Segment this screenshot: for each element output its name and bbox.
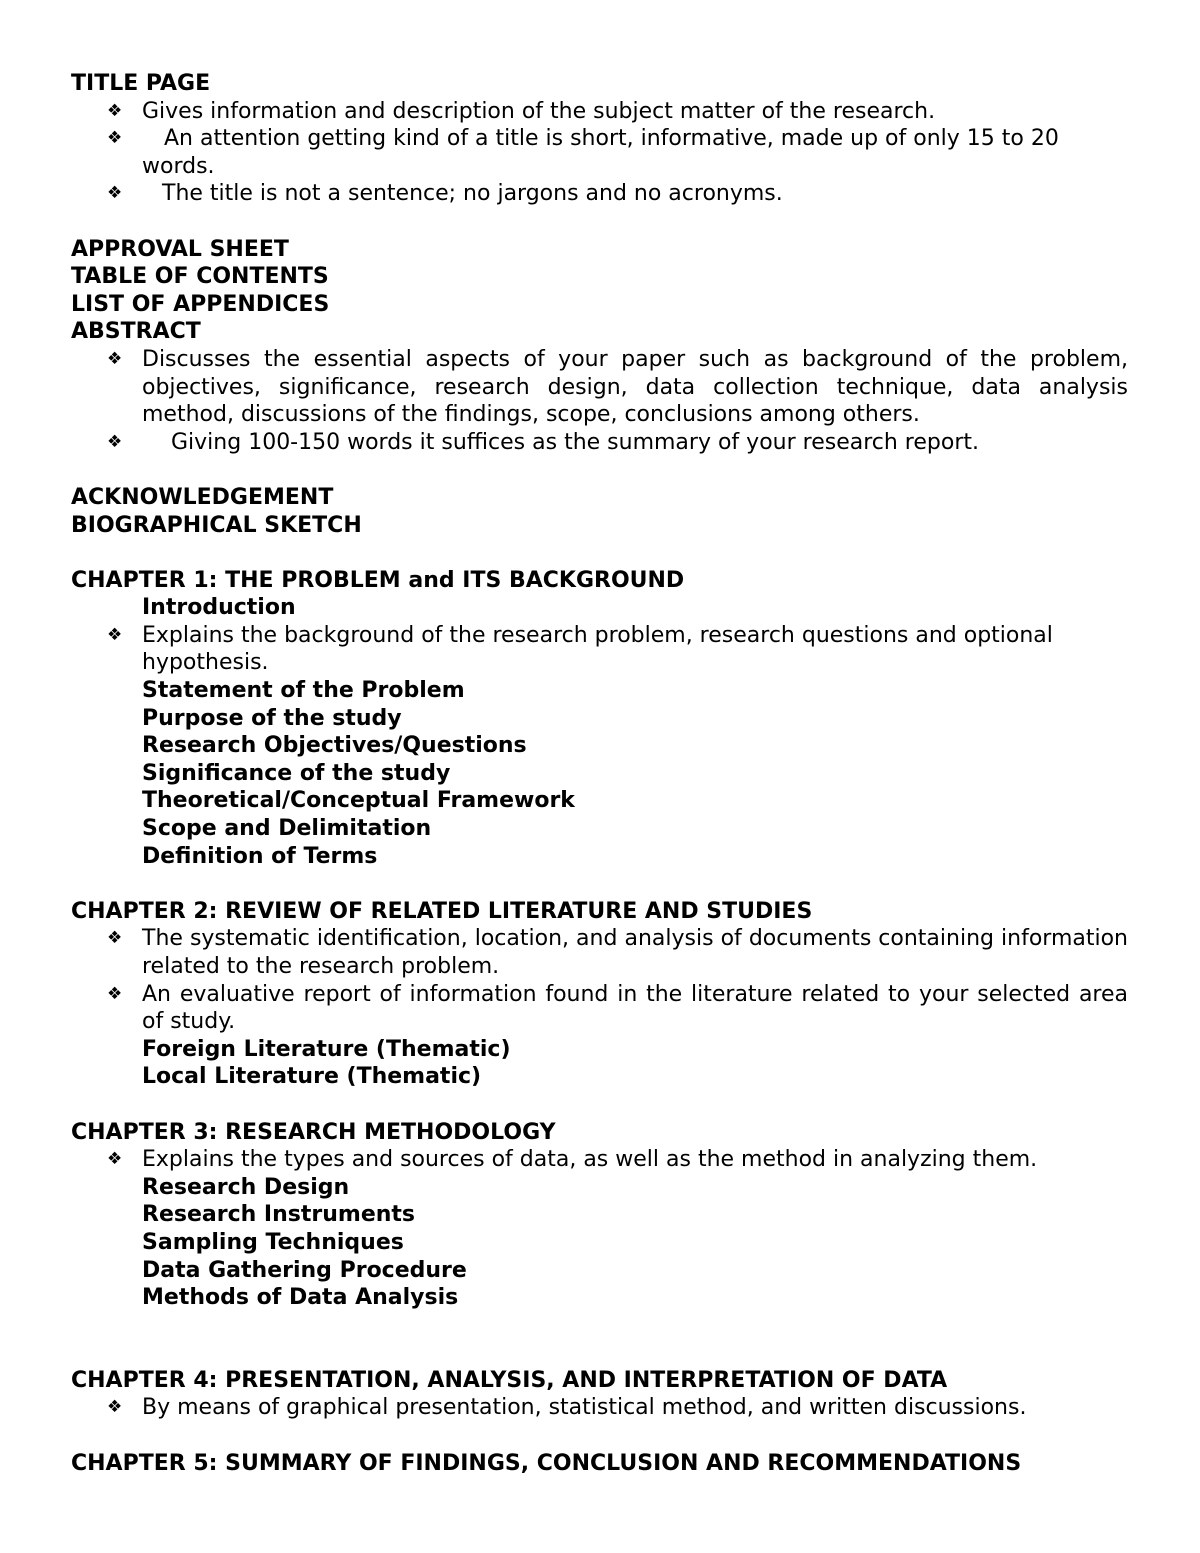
bullet-text: Explains the background of the research problem, research questions and optional hypothesis. — [142, 622, 1053, 676]
list-item — [71, 429, 1128, 457]
bullet-text: Discusses the essential aspects of your paper such as background of the problem, objectives, significance, research design, data collection technique, data analysis method, discussions of the findings, scope, conclusions among others. — [142, 346, 1128, 428]
bullet-text: The title is not a sentence; no jargons and no acronyms. — [162, 181, 783, 207]
chapter-2-subheading: Foreign Literature (Thematic) — [142, 1036, 511, 1062]
spacer — [71, 1312, 1128, 1367]
bullet-text: An evaluative report of information found in the literature related to your selected area of study. — [142, 981, 1128, 1035]
chapter-1-subheading: Purpose of the study — [142, 705, 402, 731]
list-of-appendices-heading: LIST OF APPENDICES — [71, 291, 330, 317]
chapter-5-heading: CHAPTER 5: SUMMARY OF FINDINGS, CONCLUSION AND RECOMMENDATIONS — [71, 1450, 1022, 1476]
list-item — [71, 180, 1128, 208]
list-item — [71, 622, 1128, 677]
list-item — [71, 98, 1128, 126]
chapter-1-subheading: Significance of the study — [142, 760, 451, 786]
chapter-1-subheading: Research Objectives/Questions — [142, 733, 527, 759]
diamond-bullet-icon: ❖ — [107, 100, 123, 121]
chapter-4-heading: CHAPTER 4: PRESENTATION, ANALYSIS, AND INTERPRETATION OF DATA — [71, 1367, 948, 1393]
chapter-1-subheading: Scope and Delimitation — [142, 816, 432, 842]
diamond-bullet-icon: ❖ — [107, 431, 123, 452]
chapter-1-subheading: Statement of the Problem — [142, 678, 465, 704]
chapter-3-subheading: Research Design — [142, 1174, 350, 1200]
spacer — [71, 1091, 1128, 1119]
table-of-contents-heading: TABLE OF CONTENTS — [71, 264, 329, 290]
diamond-bullet-icon: ❖ — [107, 128, 123, 149]
chapter-2-subheading: Local Literature (Thematic) — [142, 1064, 482, 1090]
approval-sheet-heading: APPROVAL SHEET — [71, 236, 289, 262]
list-item — [71, 125, 1128, 180]
bullet-text: Giving 100-150 words it suffices as the summary of your research report. — [171, 429, 979, 455]
bullet-text: An attention getting kind of a title is short, informative, made up of only 15 to 20 words. — [142, 126, 1059, 179]
chapter-1-subheading: Theoretical/Conceptual Framework — [142, 788, 575, 814]
spacer — [71, 870, 1128, 898]
bullet-text: Explains the types and sources of data, as well as the method in analyzing them. — [142, 1147, 1038, 1173]
chapter-1-heading: CHAPTER 1: THE PROBLEM and ITS BACKGROUND — [71, 567, 685, 593]
list-item — [71, 981, 1128, 1036]
diamond-bullet-icon: ❖ — [107, 983, 123, 1004]
title-page-heading: TITLE PAGE — [71, 71, 211, 96]
bullet-text: By means of graphical presentation, statistical method, and written discussions. — [142, 1395, 1027, 1421]
chapter-3-subheading: Methods of Data Analysis — [142, 1285, 459, 1311]
spacer — [71, 1422, 1128, 1450]
chapter-3-subheading: Sampling Techniques — [142, 1229, 404, 1255]
diamond-bullet-icon: ❖ — [107, 624, 123, 645]
chapter-3-subheading: Data Gathering Procedure — [142, 1257, 467, 1283]
list-item — [71, 1146, 1128, 1174]
diamond-bullet-icon: ❖ — [107, 183, 123, 204]
chapter-2-heading: CHAPTER 2: REVIEW OF RELATED LITERATURE AND STUDIES — [71, 898, 813, 924]
list-item — [71, 1394, 1128, 1422]
spacer — [71, 539, 1128, 567]
acknowledgement-heading: ACKNOWLEDGEMENT — [71, 484, 334, 510]
biographical-sketch-heading: BIOGRAPHICAL SKETCH — [71, 512, 362, 538]
spacer — [71, 456, 1128, 484]
chapter-1-subheading: Definition of Terms — [142, 843, 378, 869]
spacer — [71, 208, 1128, 236]
bullet-text: The systematic identification, location, and analysis of documents containing information related to the research problem. — [142, 926, 1128, 979]
diamond-bullet-icon: ❖ — [107, 348, 123, 369]
chapter-1-introduction: Introduction — [142, 595, 296, 621]
list-item — [71, 346, 1128, 429]
abstract-heading: ABSTRACT — [71, 319, 201, 345]
chapter-3-heading: CHAPTER 3: RESEARCH METHODOLOGY — [71, 1119, 556, 1145]
chapter-3-subheading: Research Instruments — [142, 1202, 416, 1228]
diamond-bullet-icon: ❖ — [107, 1397, 123, 1418]
diamond-bullet-icon: ❖ — [107, 928, 123, 949]
diamond-bullet-icon: ❖ — [107, 1149, 123, 1170]
list-item — [71, 925, 1128, 980]
bullet-text: Gives information and description of the subject matter of the research. — [142, 98, 936, 124]
